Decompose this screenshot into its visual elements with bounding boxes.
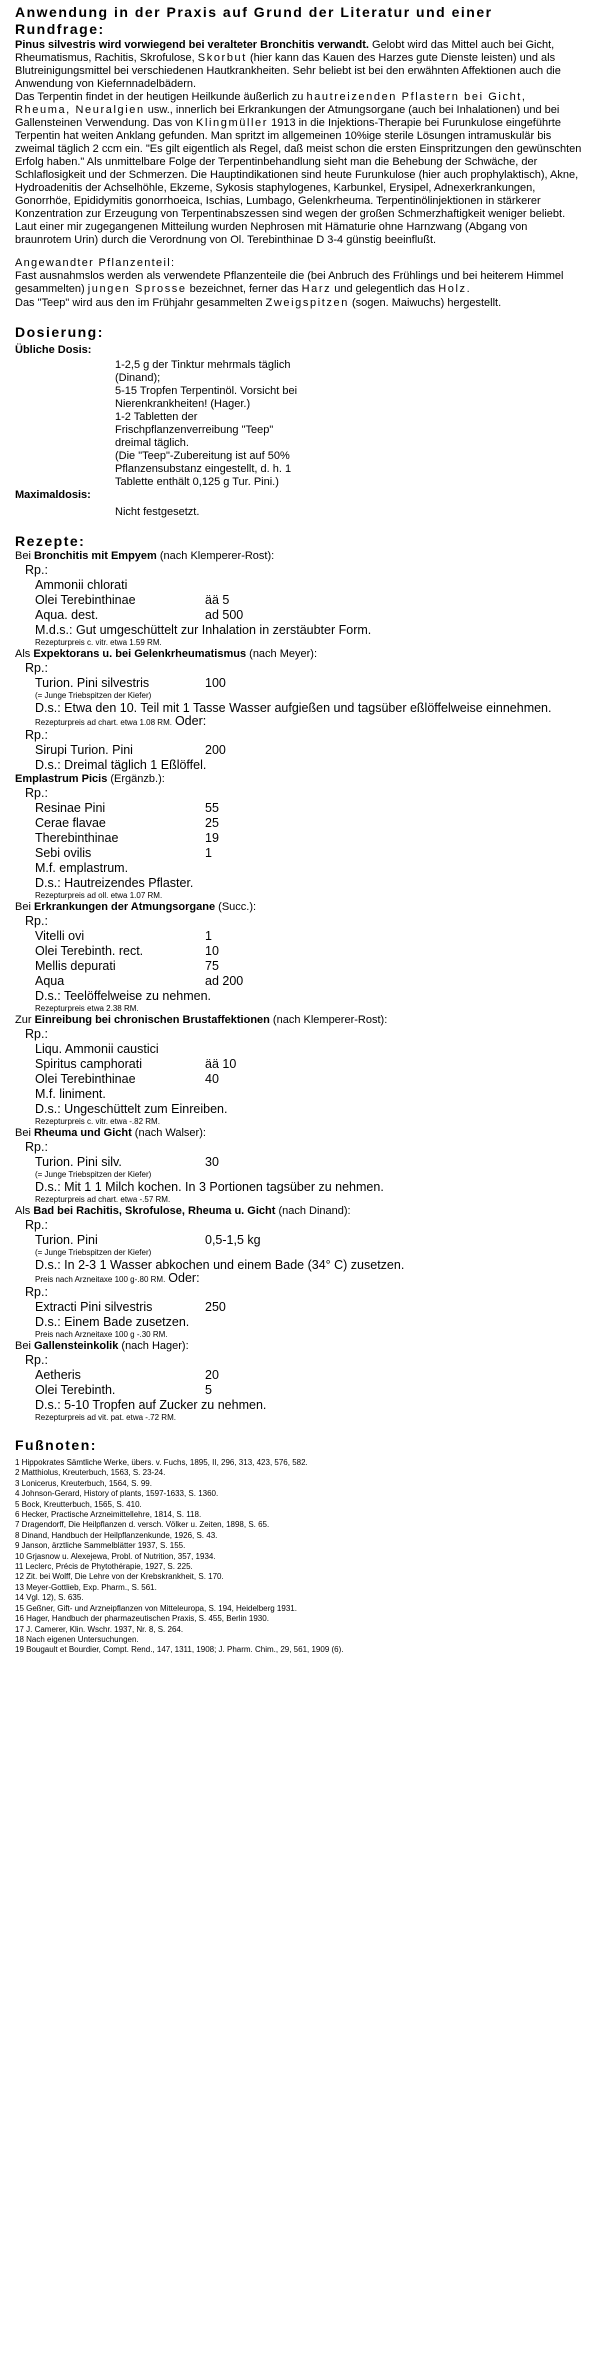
text-run: (Succ.): xyxy=(215,901,257,913)
recipe-heading xyxy=(15,648,585,661)
ingredient-note: (= Junge Triebspitzen der Kiefer) xyxy=(35,1170,152,1179)
ingredient-quantity: 10 xyxy=(205,944,219,958)
text-run: (nach Klemperer-Rost): xyxy=(269,1014,388,1026)
max-dose-label: Maximaldosis: xyxy=(15,489,91,501)
ingredient-quantity xyxy=(205,578,585,593)
recipes-list xyxy=(15,550,585,1423)
usual-dose-row xyxy=(15,344,585,357)
ingredient-name: Olei Terebinthinae xyxy=(35,593,136,607)
footnote-item: 2 Matthiolus, Kreuterbuch, 1563, S. 23-24. xyxy=(15,1468,166,1478)
spaced-text: Klingmüller xyxy=(196,117,269,129)
rp-label: Rp.: xyxy=(25,786,48,800)
instruction-line: D.s.: Einem Bade zusetzen. xyxy=(35,1315,190,1329)
ingredient-name: Spiritus camphorati xyxy=(35,1057,142,1071)
ingredient-row xyxy=(15,1300,585,1315)
footnote-item: 11 Leclerc, Précis de Phytothérapie, 1927, S. 225. xyxy=(15,1562,193,1572)
ingredient-quantity: 25 xyxy=(205,816,219,830)
text-run: bezeichnet, ferner das xyxy=(186,283,302,295)
recipe-indication: Bad bei Rachitis, Skrofulose, Rheuma u. Gicht xyxy=(33,1205,276,1217)
ingredient-row xyxy=(15,929,585,944)
ingredient-quantity: 5 xyxy=(205,1383,212,1397)
price-line: Rezepturpreis etwa 2.38 RM. xyxy=(35,1004,139,1013)
text-run: Bei xyxy=(15,550,34,562)
text-run: (nach Klemperer-Rost): xyxy=(156,550,275,562)
recipe-indication: Erkrankungen der Atmungsorgane xyxy=(33,901,216,913)
ingredient-name: Liqu. Ammonii caustici xyxy=(35,1042,159,1056)
ingredient-name: Aetheris xyxy=(35,1368,81,1382)
ingredient-name: Turion. Pini silvestris xyxy=(35,676,150,690)
ingredient-quantity: 0,5-1,5 kg xyxy=(205,1233,261,1247)
price-text: Rezepturpreis ad chart. etwa 1.08 RM. xyxy=(35,718,172,727)
instruction-line: D.s.: Ungeschüttelt zum Einreiben. xyxy=(35,1102,228,1116)
text-run: Das "Teep" wird aus den im Frühjahr gesammelten xyxy=(15,297,266,309)
ingredient-name: Turion. Pini xyxy=(35,1233,98,1247)
rp-label: Rp.: xyxy=(25,1353,48,1367)
rp-label: Rp.: xyxy=(25,563,48,577)
paragraph-plant-part xyxy=(15,270,585,296)
instruction-line: D.s.: Hautreizendes Pflaster. xyxy=(35,876,194,890)
instruction-line: D.s.: Etwa den 10. Teil mit 1 Tasse Wasser aufgießen und tagsüber eßlöffelweise einnehmen. xyxy=(35,701,552,715)
ingredient-name: Turion. Pini silv. xyxy=(35,1155,122,1169)
ingredient-row xyxy=(15,846,585,861)
text-run: (nach Meyer): xyxy=(246,648,318,660)
footnote-item: 1 Hippokrates Sämtliche Werke, übers. v. Fuchs, 1895, II, 296, 313, 423, 576, 582. xyxy=(15,1458,308,1467)
price-text: Preis nach Arzneitaxe 100 g-.80 RM. xyxy=(35,1275,166,1284)
instruction-line: D.s.: In 2-3 1 Wasser abkochen und einem Bade (34° C) zusetzen. xyxy=(35,1258,405,1272)
recipe-heading xyxy=(15,1127,585,1140)
spaced-text: Zweigspitzen xyxy=(265,297,349,309)
footnote-item: 6 Hecker, Practische Arzneimittellehre, 1814, S. 118. xyxy=(15,1510,202,1520)
ingredient-quantity: 1 xyxy=(205,929,212,943)
ingredient-row xyxy=(15,974,585,989)
max-dose-value: Nicht festgesetzt. xyxy=(115,506,200,518)
ingredient-note: (= Junge Triebspitzen der Kiefer) xyxy=(35,1248,152,1257)
paragraph-teep xyxy=(15,297,585,310)
ingredient-quantity: 75 xyxy=(205,959,219,973)
instruction-line: D.s.: Dreimal täglich 1 Eßlöffel. xyxy=(35,758,207,772)
oder-label: Oder: xyxy=(174,714,207,728)
recipe-heading xyxy=(15,550,585,563)
footnote-item: 4 Johnson-Gerard, History of plants, 1597-1633, S. 1360. xyxy=(15,1489,219,1499)
ingredient-name: Ammonii chlorati xyxy=(35,578,128,592)
spaced-text: Skorbut xyxy=(197,52,247,64)
footnote-item: 19 Bougault et Bourdier, Compt. Rend., 147, 1311, 1908; J. Pharm. Chim., 29, 561, 1909 (6). xyxy=(15,1645,344,1655)
rp-label: Rp.: xyxy=(25,661,48,675)
spaced-text: hautreizenden Pflastern bei Gicht, Rheuma, Neuralgien xyxy=(15,91,527,116)
plant-part-title: Angewandter Pflanzenteil: xyxy=(15,257,176,269)
recipe-indication: Emplastrum Picis xyxy=(15,773,108,785)
ingredient-note: (= Junge Triebspitzen der Kiefer) xyxy=(35,691,152,700)
recipe-heading xyxy=(15,901,585,914)
footnote-item: 13 Meyer-Gottlieb, Exp. Pharm., S. 561. xyxy=(15,1582,157,1592)
text-run: Gelobt wird das Mittel auch bei Gicht, Rheumatismus, Rachitis, Skrofulose, xyxy=(15,39,555,64)
text-run: (sogen. Maiwuchs) hergestellt. xyxy=(348,297,502,309)
footnote-item: 8 Dinand, Handbuch der Heilpflanzenkunde, 1926, S. 43. xyxy=(15,1530,218,1540)
ingredient-name: Resinae Pini xyxy=(35,801,106,815)
paragraph-bronchitis xyxy=(15,39,585,91)
usual-dose-label: Übliche Dosis: xyxy=(15,344,92,356)
price-line xyxy=(15,716,585,728)
price-line: Rezepturpreis ad vit. pat. etwa -.72 RM. xyxy=(35,1413,176,1422)
ingredient-quantity: ää 5 xyxy=(205,593,230,607)
ingredient-row xyxy=(15,1072,585,1087)
text-run: . xyxy=(466,283,470,295)
recipe-heading xyxy=(15,773,585,786)
text-run: (nach Dinand): xyxy=(275,1205,351,1217)
text-run: Das Terpentin findet in der heutigen Heilkunde äußerlich zu xyxy=(15,91,307,103)
text-run: (Ergänzb.): xyxy=(107,773,165,785)
ingredient-name: Cerae flavae xyxy=(35,816,106,830)
footnote-item: 7 Dragendorff, Die Heilpflanzen d. versch. Völker u. Zeiten, 1898, S. 65. xyxy=(15,1520,270,1530)
oder-label: Oder: xyxy=(168,1271,200,1285)
ingredient-quantity: 20 xyxy=(205,1368,219,1382)
ingredient-quantity xyxy=(205,1042,585,1057)
footnotes-list xyxy=(15,1458,585,1656)
ingredient-row xyxy=(15,801,585,816)
text-run: Bei xyxy=(15,901,34,913)
ingredient-row xyxy=(15,608,585,623)
recipe-indication: Einreibung bei chronischen Brustaffektionen xyxy=(34,1014,270,1026)
text-run: Als xyxy=(15,648,34,660)
text-run: Bei xyxy=(15,1127,34,1139)
ingredient-row xyxy=(15,831,585,846)
ingredient-row xyxy=(15,1368,585,1383)
section-title-footnotes: Fußnoten: xyxy=(15,1437,97,1453)
text-run: und gelegentlich das xyxy=(331,283,439,295)
ingredient-quantity: 30 xyxy=(205,1155,219,1169)
ingredient-name: Extracti Pini silvestris xyxy=(35,1300,153,1314)
instruction-line: D.s.: Teelöffelweise zu nehmen. xyxy=(35,989,212,1003)
rp-label: Rp.: xyxy=(25,1218,48,1232)
footnote-item: 14 Vgl. 12), S. 635. xyxy=(15,1593,84,1603)
ingredient-quantity: 250 xyxy=(205,1300,226,1314)
instruction-line: M.f. liniment. xyxy=(35,1087,106,1101)
ingredient-quantity: 19 xyxy=(205,831,219,845)
recipe-heading xyxy=(15,1014,585,1027)
price-line: Rezepturpreis c. vitr. etwa 1.59 RM. xyxy=(35,638,162,647)
rp-label: Rp.: xyxy=(25,914,48,928)
text-run: usw., innerlich bei Erkrankungen der Atmungsorgane (auch bei Inhalationen) und bei Gallensteinen Verwendung. Das von xyxy=(15,104,560,129)
ingredient-quantity: 55 xyxy=(205,801,219,815)
ingredient-name: Olei Terebinthinae xyxy=(35,1072,136,1086)
usual-dose-values xyxy=(15,359,305,489)
ingredient-quantity: ad 200 xyxy=(205,974,244,988)
rp-label: Rp.: xyxy=(25,1140,48,1154)
price-line: Rezepturpreis ad chart. etwa -.57 RM. xyxy=(35,1195,171,1204)
rp-label: Rp.: xyxy=(25,1027,48,1041)
price-line: Rezepturpreis ad oll. etwa 1.07 RM. xyxy=(35,891,163,900)
ingredient-quantity: 200 xyxy=(205,743,226,757)
ingredient-row xyxy=(15,1383,585,1398)
ingredient-row xyxy=(15,1057,585,1072)
ingredient-row xyxy=(15,1155,585,1170)
ingredient-name: Sirupi Turion. Pini xyxy=(35,743,133,757)
price-line xyxy=(15,1273,585,1285)
footnote-item: 16 Hager, Handbuch der pharmazeutischen Praxis, S. 455, Berlin 1930. xyxy=(15,1614,269,1624)
ingredient-quantity: 40 xyxy=(205,1072,219,1086)
ingredient-row xyxy=(15,1042,585,1057)
ingredient-row xyxy=(15,816,585,831)
paragraph-terpentin xyxy=(15,91,585,247)
ingredient-name: Olei Terebinth. rect. xyxy=(35,944,144,958)
text-run: Bei xyxy=(15,1340,34,1352)
dosage-block xyxy=(15,344,585,519)
text-run: 1913 in die Injektions-Therapie bei Furunkulose eingeführte Terpentin hat weiten Anklang gefunden. Man spritzt im allgemeinen 10%ige sterile Lösungen intramuskulär bis zweimal täglich 2 ccm ein. "Es gilt eigentlich als Regel, daß meist schon die ersten Einspritzungen den gewünschten Erfolg haben." Als unmittelbare Folge der Terpentinbehandlung sieht man die Behebung der Schwäche, der Schlaflosigkeit und der Schmerzen. Die Hauptindikationen sind heute Furunkulose (hier auch prophylaktisch), Akne, Hydroadenitis der Achselhöhle, Ekzeme, Sykosis staphylogenes, Karbunkel, Erysipel, Adnexerkrankungen, Gonorrhöe, Epididymitis gonorrhoeica, Ischias, Lumbago, Gelenkrheuma. Terpentinölinjektionen in stärkerer Konzentration zur Erzeugung von Terpentinabszessen sind wegen der großen Schmerzhaftigkeit weniger beliebt. Laut einer mir zugegangenen Mitteilung wurden Nephrosen mit Hämaturie ohne Harnzwang (Abgang von braunrotem Urin) durch die Verordnung von Ol. Terebinthinae D 3-4 günstig beeinflußt. xyxy=(15,117,582,246)
text-run: Fast ausnahmslos werden als verwendete Pflanzenteile die (bei Anbruch des Frühlings und bei heiterem Himmel gesammelten) xyxy=(15,270,564,295)
rp-label: Rp.: xyxy=(25,1285,48,1299)
ingredient-quantity: ää 10 xyxy=(205,1057,237,1071)
bold-lead: Pinus silvestris wird vorwiegend bei veralteter Bronchitis verwandt. xyxy=(15,39,369,51)
recipe-heading xyxy=(15,1340,585,1353)
ingredient-row xyxy=(15,593,585,608)
ingredient-name: Sebi ovilis xyxy=(35,846,92,860)
recipe-indication: Expektorans u. bei Gelenkrheumatismus xyxy=(33,648,247,660)
ingredient-name: Aqua. dest. xyxy=(35,608,99,622)
recipe-indication: Rheuma und Gicht xyxy=(33,1127,132,1139)
dose-line: 5-15 Tropfen Terpentinöl. Vorsicht bei Nierenkrankheiten! (Hager.) xyxy=(115,385,298,410)
footnote-item: 12 Zit. bei Wolff, Die Lehre von der Krebskrankheit, S. 170. xyxy=(15,1572,224,1582)
footnote-item: 9 Janson, ärztliche Sammelblätter 1937, S. 155. xyxy=(15,1541,186,1551)
recipe-indication: Gallensteinkolik xyxy=(33,1340,119,1352)
section-title-application: Anwendung in der Praxis auf Grund der Literatur und einer Rundfrage: xyxy=(15,4,493,37)
price-line: Preis nach Arzneitaxe 100 g -.30 RM. xyxy=(35,1330,168,1339)
ingredient-row xyxy=(15,743,585,758)
ingredient-name: Therebinthinae xyxy=(35,831,119,845)
ingredient-row xyxy=(15,676,585,691)
text-run: (nach Walser): xyxy=(131,1127,206,1139)
ingredient-row xyxy=(15,944,585,959)
spaced-text: Holz xyxy=(438,283,467,295)
spaced-text: Harz xyxy=(301,283,332,295)
ingredient-name: Aqua xyxy=(35,974,65,988)
ingredient-quantity: 1 xyxy=(205,846,212,860)
ingredient-quantity: ad 500 xyxy=(205,608,244,622)
ingredient-row xyxy=(15,1233,585,1248)
ingredient-name: Olei Terebinth. xyxy=(35,1383,116,1397)
section-title-dosage: Dosierung: xyxy=(15,324,104,340)
dose-line: 1-2,5 g der Tinktur mehrmals täglich (Dinand); xyxy=(115,359,291,384)
footnote-item: 3 Lonicerus, Kreuterbuch, 1564, S. 99. xyxy=(15,1478,152,1488)
text-run: (hier kann das Kauen des Harzes gute Dienste leisten) und als Blutreinigungsmittel bei verschiedenen Hautkrankheiten. Sehr beliebt ist bei den erwähnten Affektionen auch die Anwendung von Kiefernnadelbädern. xyxy=(15,52,561,90)
ingredient-name: Vitelli ovi xyxy=(35,929,85,943)
spaced-text: jungen Sprosse xyxy=(87,283,187,295)
dose-line: 1-2 Tabletten der Frischpflanzenverreibung "Teep" dreimal täglich. xyxy=(115,411,274,449)
text-run: (nach Hager): xyxy=(118,1340,189,1352)
recipe-heading xyxy=(15,1205,585,1218)
instruction-line: M.f. emplastrum. xyxy=(35,861,129,875)
instruction-line: M.d.s.: Gut umgeschüttelt zur Inhalation in zerstäubter Form. xyxy=(35,623,372,637)
price-line: Rezepturpreis c. vitr. etwa -.82 RM. xyxy=(35,1117,160,1126)
section-title-recipes: Rezepte: xyxy=(15,533,86,549)
footnote-item: 5 Bock, Kreutterbuch, 1565, S. 410. xyxy=(15,1499,142,1509)
footnote-item: 17 J. Camerer, Klin. Wschr. 1937, Nr. 8, S. 264. xyxy=(15,1624,184,1634)
text-run: Zur xyxy=(15,1014,35,1026)
instruction-line: D.s.: Mit 1 1 Milch kochen. In 3 Portionen tagsüber zu nehmen. xyxy=(35,1180,384,1194)
text-run: Als xyxy=(15,1205,34,1217)
footnote-item: 15 Geßner, Gift- und Arzneipflanzen von Mitteleuropa, S. 194, Heidelberg 1931. xyxy=(15,1603,297,1613)
instruction-line: D.s.: 5-10 Tropfen auf Zucker zu nehmen. xyxy=(35,1398,267,1412)
ingredient-row xyxy=(15,578,585,593)
rp-label: Rp.: xyxy=(25,728,48,742)
document-page xyxy=(15,0,585,1656)
ingredient-name: Mellis depurati xyxy=(35,959,116,973)
recipe-indication: Bronchitis mit Empyem xyxy=(33,550,157,562)
ingredient-row xyxy=(15,959,585,974)
footnote-item: 10 Grjasnow u. Alexejewa, Probl. of Nutrition, 357, 1934. xyxy=(15,1551,216,1561)
footnote-item: 18 Nach eigenen Untersuchungen. xyxy=(15,1634,139,1644)
dose-line: (Die "Teep"-Zubereitung ist auf 50% Pflanzensubstanz eingestellt, d. h. 1 Tablette enthält 0,125 g Tur. Pini.) xyxy=(115,450,292,488)
ingredient-quantity: 100 xyxy=(205,676,226,690)
